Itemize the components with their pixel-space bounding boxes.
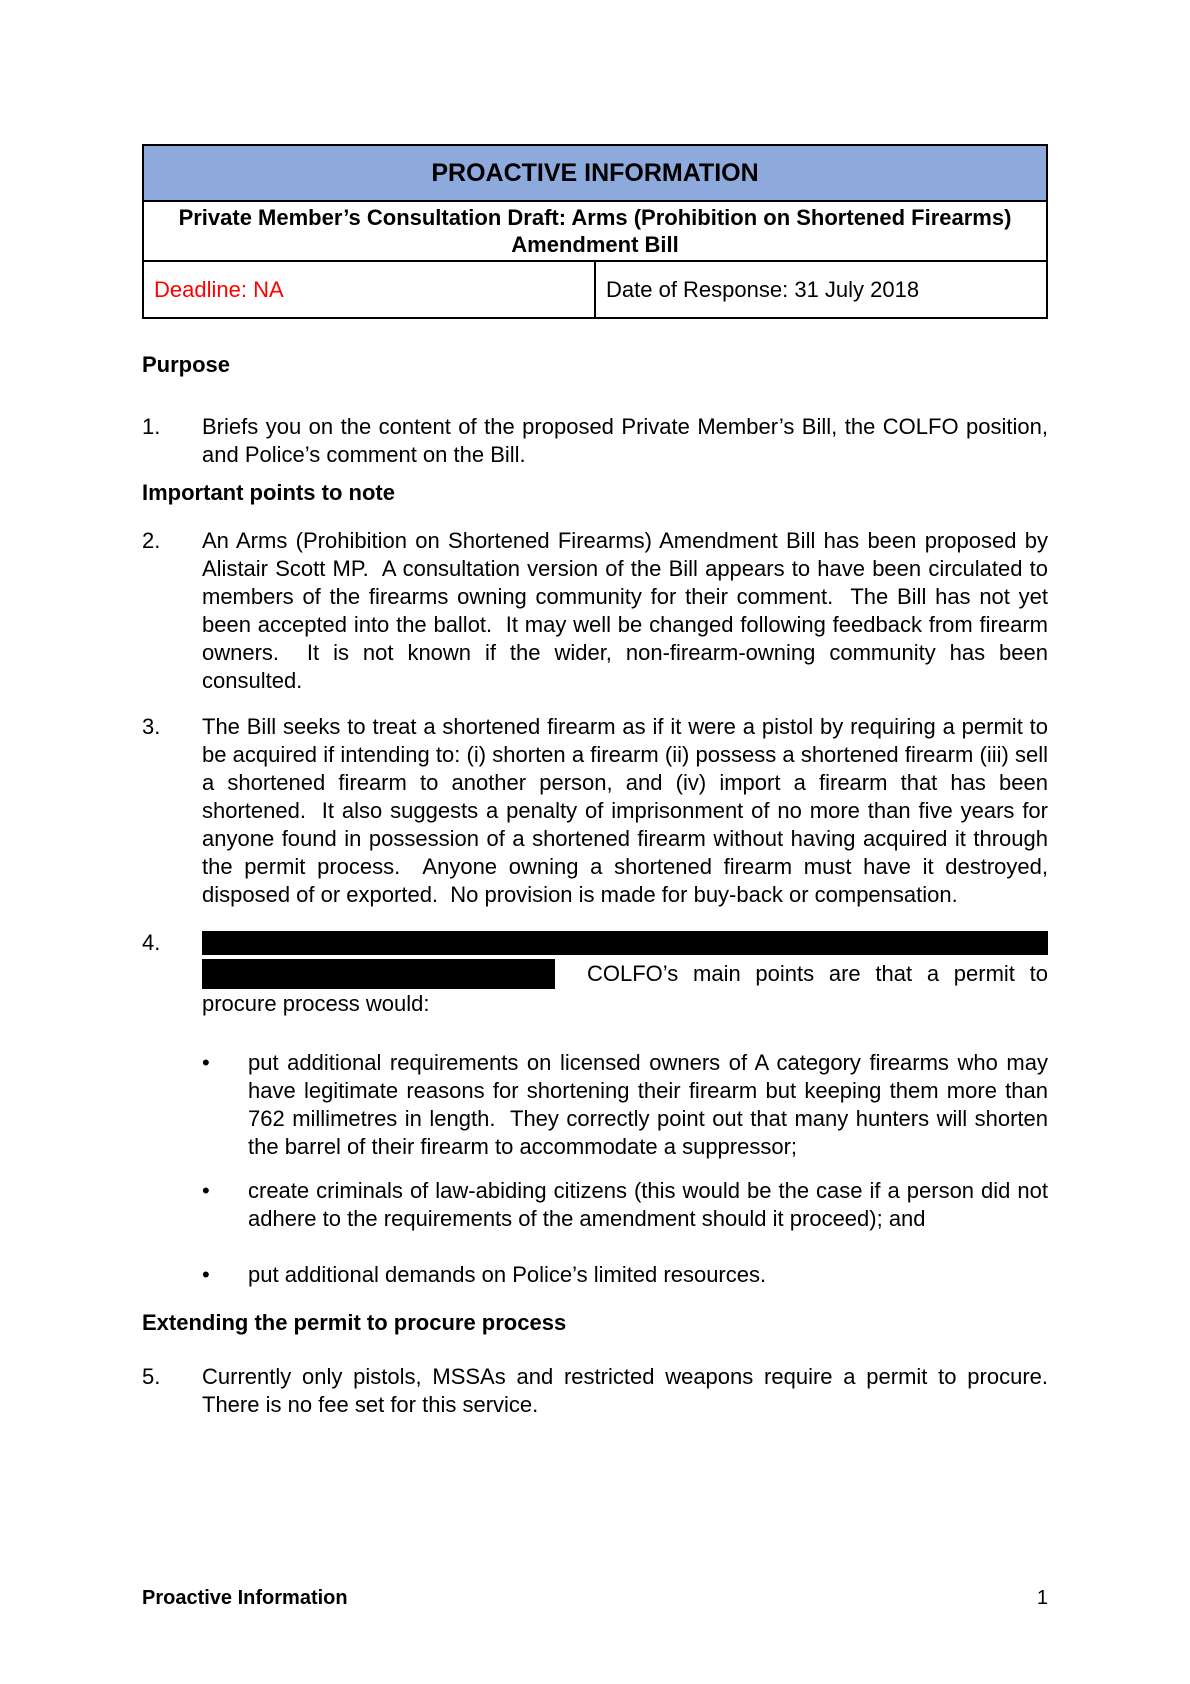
paragraph-1	[142, 413, 1055, 469]
document-content	[142, 144, 1061, 1419]
footer-page-number: 1	[1036, 1587, 1048, 1609]
paragraph-text	[202, 929, 1048, 1019]
redaction-row	[202, 931, 1048, 959]
heading-extending-permit: Extending the permit to procure process	[142, 1310, 567, 1335]
paragraph-2	[142, 527, 1055, 695]
bullet-text: put additional requirements on licensed owners of A category firearms who may have legitimate reasons for shortening their firearm but keeping them more than 762 millimetres in length. They correctly point out that many hunters will shorten the barrel of their firearm to accommodate a suppressor;	[248, 1050, 1055, 1159]
date-of-response-cell: Date of Response: 31 July 2018	[595, 261, 1047, 318]
paragraph-number: 1.	[142, 414, 161, 439]
redaction-row	[202, 959, 1048, 989]
redaction-bar-full	[202, 931, 1048, 955]
bullet-text: put additional demands on Police’s limited resources.	[248, 1262, 767, 1287]
page-footer	[142, 1586, 1048, 1610]
paragraph-text: The Bill seeks to treat a shortened firearm as if it were a pistol by requiring a permit to be acquired if intending to: (i) shorten a firearm (ii) possess a shortened firearm (iii) sell a shortened firearm to another person, and (iv) import a firearm that has been shortened. It also suggests a penalty of imprisonment of no more than five years for anyone found in possession of a shortened firearm without having acquired it through the permit process. Anyone owning a shortened firearm must have it destroyed, disposed of or exported. No provision is made for buy-back or compensation.	[202, 714, 1055, 907]
bullet-text: create criminals of law-abiding citizens (this would be the case if a person did not adhere to the requirements of the amendment should it proceed); and	[248, 1178, 1055, 1231]
paragraph-visible-text: COLFO’s main points are that a permit to	[587, 961, 1048, 986]
heading-important-points: Important points to note	[142, 480, 395, 505]
document-title: Private Member’s Consultation Draft: Arms (Prohibition on Shortened Firearms) Amendment Bill	[143, 201, 1047, 261]
paragraph-visible-text: procure process would:	[202, 991, 430, 1016]
paragraph-text: An Arms (Prohibition on Shortened Firearms) Amendment Bill has been proposed by Alistair Scott MP. A consultation version of the Bill appears to have been circulated to members of the firearms owning community for their comment. The Bill has not yet been accepted into the ballot. It may well be changed following feedback from firearm owners. It is not known if the wider, non-firearm-owning community has been consulted.	[202, 528, 1055, 693]
paragraph-text: Briefs you on the content of the proposed Private Member’s Bill, the COLFO position, and Police’s comment on the Bill.	[202, 414, 1055, 467]
paragraph-5	[142, 1363, 1061, 1419]
paragraph-number: 4.	[142, 930, 161, 955]
paragraph-3	[142, 713, 1055, 909]
paragraph-number: 2.	[142, 528, 161, 553]
footer-document-name: Proactive Information	[142, 1587, 348, 1609]
paragraph-number: 5.	[142, 1364, 161, 1389]
paragraph-text: Currently only pistols, MSSAs and restricted weapons require a permit to procure. There is no fee set for this service.	[202, 1364, 1061, 1417]
bullet-item-3	[202, 1261, 1048, 1289]
bullet-icon: •	[202, 1262, 210, 1287]
bullet-item-2	[202, 1177, 1055, 1233]
bullet-icon: •	[202, 1050, 210, 1075]
redaction-bar-partial	[202, 959, 555, 989]
banner-title: PROACTIVE INFORMATION	[143, 145, 1047, 201]
bullet-item-1	[202, 1049, 1055, 1161]
header-table	[142, 144, 1048, 319]
paragraph-4-redacted	[142, 929, 1048, 1019]
deadline-cell: Deadline: NA	[143, 261, 595, 318]
bullet-icon: •	[202, 1178, 210, 1203]
paragraph-number: 3.	[142, 714, 161, 739]
heading-purpose: Purpose	[142, 352, 231, 377]
